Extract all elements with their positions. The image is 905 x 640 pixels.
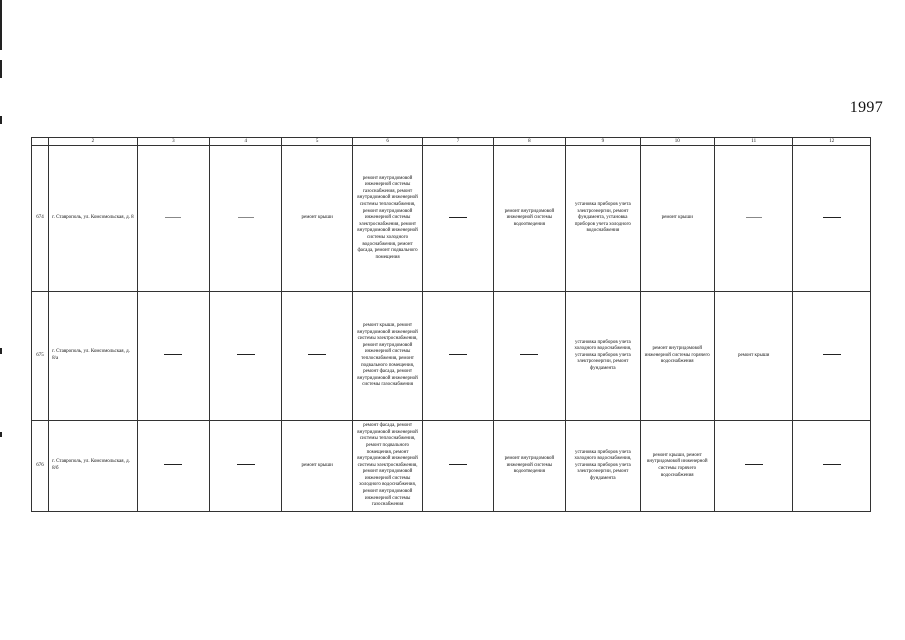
works-cell: установка приборов учета электроэнергии, ремонт фундамента, установка приборов учета холодного водоснабжения	[566, 146, 640, 292]
works-cell: установка приборов учета холодного водоснабжения, установка приборов учета электроэнергии, ремонт фундамента	[566, 421, 640, 512]
dash-cell	[137, 146, 209, 292]
table-row	[32, 421, 871, 512]
dash-cell	[282, 292, 352, 421]
works-cell: установка приборов учета холодного водоснабжения, установка приборов учета электроэнергии, ремонт фундамента	[566, 292, 640, 421]
table-row	[32, 146, 871, 292]
repair-schedule-table	[31, 137, 871, 512]
works-cell: ремонт крыши	[282, 421, 352, 512]
table-row	[32, 292, 871, 421]
works-cell: ремонт внутридомовой инженерной системы водоотведения	[493, 146, 565, 292]
page-number: 1997	[849, 99, 883, 116]
dash-cell	[137, 292, 209, 421]
works-cell: ремонт крыши	[282, 146, 352, 292]
column-header: 10	[640, 138, 714, 146]
scan-edge-mark	[0, 432, 2, 437]
dash-cell	[793, 292, 871, 421]
row-number: 675	[32, 292, 49, 421]
dash-cell	[714, 146, 792, 292]
column-header: 8	[493, 138, 565, 146]
column-header: 5	[282, 138, 352, 146]
column-header: 11	[714, 138, 792, 146]
works-cell: ремонт внутридомовой инженерной системы водоотведения	[493, 421, 565, 512]
dash-cell	[793, 421, 871, 512]
works-cell: ремонт крыши, ремонт внутридомовой инженерной системы электроснабжения, ремонт внутридомовой инженерной системы теплоснабжения, ремонт подвального помещения, ремонт фасада, ремонт внутридомовой инженерной системы газоснабжения	[352, 292, 422, 421]
dash-cell	[714, 421, 792, 512]
column-header: 12	[793, 138, 871, 146]
dash-cell	[423, 292, 493, 421]
works-cell: ремонт крыши	[640, 146, 714, 292]
scan-edge-mark	[0, 0, 2, 50]
address-cell: г. Ставрополь, ул. Комсомольская, д. 8	[49, 146, 138, 292]
column-header: 3	[137, 138, 209, 146]
works-cell: ремонт внутридомовой инженерной системы газоснабжения, ремонт внутридомовой инженерной системы теплоснабжения, ремонт внутридомовой инженерной системы электроснабжения, ремонт внутридомовой инженерной системы холодного водоснабжения, ремонт фасада, ремонт подвального помещения	[352, 146, 422, 292]
column-header: 6	[352, 138, 422, 146]
dash-cell	[793, 146, 871, 292]
column-header: 2	[49, 138, 138, 146]
scan-edge-mark	[0, 348, 2, 354]
dash-cell	[210, 421, 282, 512]
row-number: 674	[32, 146, 49, 292]
dash-cell	[423, 421, 493, 512]
column-header: 4	[210, 138, 282, 146]
column-header	[32, 138, 49, 146]
scan-edge-mark	[0, 60, 2, 78]
row-number: 676	[32, 421, 49, 512]
works-cell: ремонт внутридомовой инженерной системы горячего водоснабжения	[640, 292, 714, 421]
address-cell: г. Ставрополь, ул. Комсомольская, д. 8/б	[49, 421, 138, 512]
dash-cell	[210, 292, 282, 421]
column-number-row	[32, 138, 871, 146]
works-cell: ремонт фасада, ремонт внутридомовой инженерной системы теплоснабжения, ремонт подвального помещения, ремонт внутридомовой инженерной системы электроснабжения, ремонт внутридомовой инженерной системы холодного водоснабжения, ремонт внутридомовой инженерной системы газоснабжения	[352, 421, 422, 512]
dash-cell	[137, 421, 209, 512]
column-header: 9	[566, 138, 640, 146]
dash-cell	[423, 146, 493, 292]
works-cell: ремонт крыши	[714, 292, 792, 421]
column-header: 7	[423, 138, 493, 146]
scan-edge-mark	[0, 116, 2, 124]
dash-cell	[210, 146, 282, 292]
dash-cell	[493, 292, 565, 421]
address-cell: г. Ставрополь, ул. Комсомольская, д. 8/а	[49, 292, 138, 421]
works-cell: ремонт крыши, ремонт внутридомовой инженерной системы горячего водоснабжения	[640, 421, 714, 512]
